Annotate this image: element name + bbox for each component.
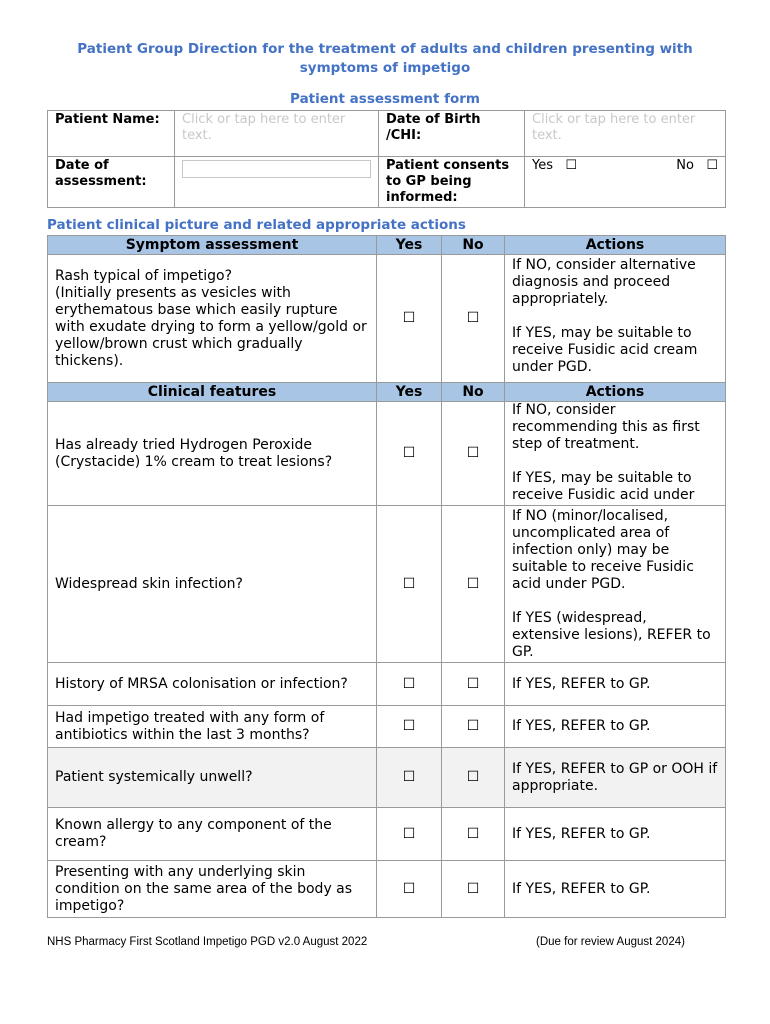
clinical-question: Widespread skin infection? [48, 506, 377, 663]
table-row [48, 808, 726, 861]
table-row [48, 663, 726, 706]
footer-review-date: (Due for review August 2024) [536, 936, 685, 948]
table-row [48, 748, 726, 808]
no-checkbox[interactable]: ☐ [442, 748, 505, 808]
section-title: Patient clinical picture and related appropriate actions [47, 217, 466, 233]
table-row [48, 506, 726, 663]
clinical-question: Patient systemically unwell? [48, 748, 377, 808]
no-checkbox[interactable]: ☐ [442, 663, 505, 706]
clinical-action: If YES, REFER to GP. [505, 706, 726, 748]
consent-no-option[interactable] [676, 158, 718, 174]
clinical-header-row [48, 383, 726, 402]
symptom-question: Rash typical of impetigo? (Initially presents as vesicles with erythematous base which easily rupture with exudate drying to form a yellow/gold or yellow/brown crust which gradually thickens). [48, 255, 377, 383]
consent-yes-label: Yes [532, 158, 553, 173]
clinical-action: If YES, REFER to GP or OOH if appropriate. [505, 748, 726, 808]
patient-name-field[interactable] [175, 111, 379, 157]
yes-checkbox[interactable]: ☐ [377, 748, 442, 808]
symptom-header-no: No [442, 236, 505, 255]
no-checkbox[interactable]: ☐ [442, 808, 505, 861]
consent-no-checkbox[interactable]: ☐ [706, 158, 718, 173]
consent-label: Patient consents to GP being informed: [379, 157, 525, 208]
clinical-question: Had impetigo treated with any form of antibiotics within the last 3 months? [48, 706, 377, 748]
clinical-question: Presenting with any underlying skin condition on the same area of the body as impetigo? [48, 861, 377, 918]
symptom-header-row [48, 236, 726, 255]
date-of-assessment-field[interactable] [182, 160, 371, 178]
symptom-header-yes: Yes [377, 236, 442, 255]
table-row [48, 861, 726, 918]
no-checkbox[interactable]: ☐ [442, 402, 505, 506]
no-checkbox[interactable]: ☐ [442, 706, 505, 748]
yes-checkbox[interactable]: ☐ [377, 706, 442, 748]
clinical-action: If NO (minor/localised, uncomplicated area of infection only) may be suitable to receive Fusidic acid under PGD. If YES (widespread, extensive lesions), REFER to GP. [505, 506, 726, 663]
clinical-question: Has already tried Hydrogen Peroxide (Crystacide) 1% cream to treat lesions? [48, 402, 377, 506]
clinical-header-actions: Actions [505, 383, 726, 402]
yes-checkbox[interactable]: ☐ [377, 808, 442, 861]
table-row [48, 255, 726, 383]
date-of-assessment-cell [175, 157, 379, 208]
clinical-header-no: No [442, 383, 505, 402]
yes-checkbox[interactable]: ☐ [377, 255, 442, 383]
consent-yes-checkbox[interactable]: ☐ [565, 158, 578, 173]
dob-field[interactable] [525, 111, 726, 157]
patient-info-table [47, 110, 726, 208]
footer-version: NHS Pharmacy First Scotland Impetigo PGD v2.0 August 2022 [47, 936, 368, 948]
symptom-header-actions: Actions [505, 236, 726, 255]
yes-checkbox[interactable]: ☐ [377, 506, 442, 663]
clinical-action: If YES, REFER to GP. [505, 663, 726, 706]
no-checkbox[interactable]: ☐ [442, 506, 505, 663]
clinical-action: If YES, REFER to GP. [505, 808, 726, 861]
dob-label: Date of Birth /CHI: [379, 111, 525, 157]
yes-checkbox[interactable]: ☐ [377, 861, 442, 918]
symptom-header-col1: Symptom assessment [48, 236, 377, 255]
consent-options [525, 157, 726, 208]
no-checkbox[interactable]: ☐ [442, 255, 505, 383]
form-title: Patient assessment form [290, 91, 480, 107]
patient-name-label: Patient Name: [48, 111, 175, 157]
consent-no-label: No [676, 158, 694, 173]
yes-checkbox[interactable]: ☐ [377, 663, 442, 706]
clinical-header-yes: Yes [377, 383, 442, 402]
table-row [48, 706, 726, 748]
clinical-question: Known allergy to any component of the cream? [48, 808, 377, 861]
yes-checkbox[interactable]: ☐ [377, 402, 442, 506]
clinical-header-col1: Clinical features [48, 383, 377, 402]
date-of-assessment-label: Date of assessment: [48, 157, 175, 208]
document-title: Patient Group Direction for the treatment of adults and children presenting with symptoms of impetigo [77, 41, 693, 76]
consent-yes-option[interactable] [532, 158, 577, 174]
dob-placeholder: Click or tap here to enter text. [532, 112, 696, 143]
patient-name-placeholder: Click or tap here to enter text. [182, 112, 346, 143]
clinical-table [47, 235, 726, 918]
clinical-action: If NO, consider recommending this as first step of treatment. If YES, may be suitable to receive Fusidic acid under [512, 402, 700, 503]
no-checkbox[interactable]: ☐ [442, 861, 505, 918]
symptom-action: If NO, consider alternative diagnosis and proceed appropriately. If YES, may be suitable to receive Fusidic acid cream under PGD. [505, 255, 726, 383]
table-row [48, 402, 726, 506]
clinical-question: History of MRSA colonisation or infection? [48, 663, 377, 706]
clinical-action: If YES, REFER to GP. [505, 861, 726, 918]
